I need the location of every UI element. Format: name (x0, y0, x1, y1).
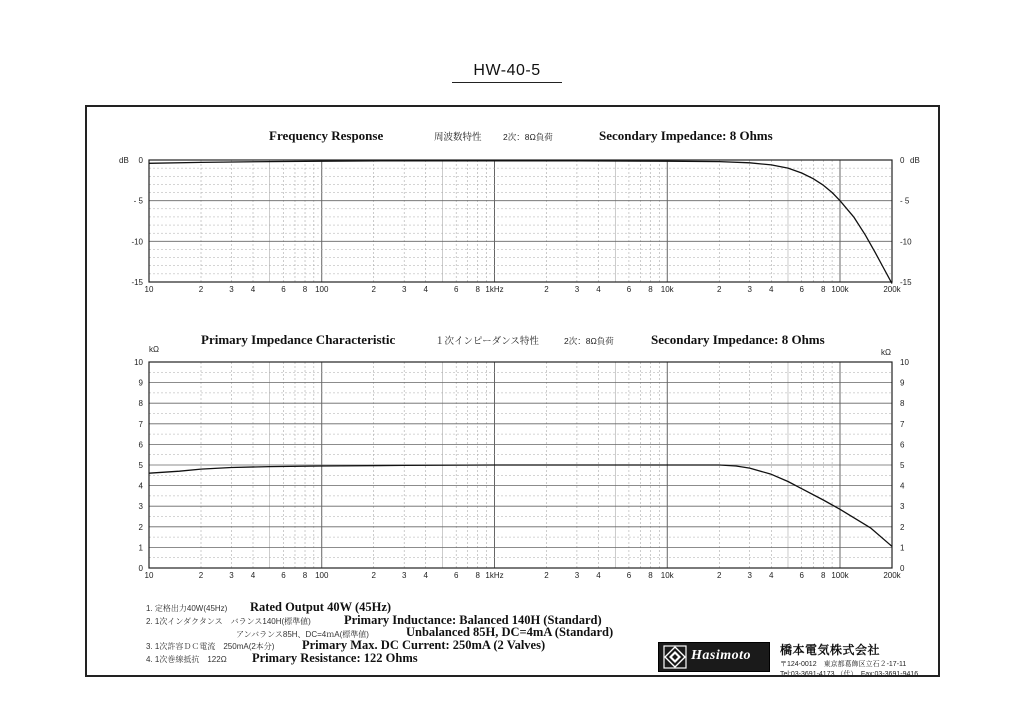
company-name: 橋本電気株式会社 (780, 643, 881, 657)
y-tick-label-right: 1 (900, 543, 905, 553)
chart-subtitle: Secondary Impedance: 8 Ohms (651, 332, 825, 347)
y-tick-label-left: 7 (138, 419, 143, 429)
chart-1 (119, 128, 920, 294)
y-tick-label-left: 0 (138, 564, 143, 573)
x-tick-label: 6 (626, 285, 632, 294)
x-tick-label: 3 (229, 285, 234, 294)
y-tick-label-right: 3 (900, 502, 905, 512)
chart-title-jp: 周波数特性 (434, 132, 482, 143)
y-tick-label-left: 6 (138, 440, 143, 450)
y-tick-label-left: -15 (131, 278, 143, 287)
x-tick-label: 6 (281, 285, 286, 294)
company-address: 〒124-0012 東京都葛飾区立石２-17-11 (780, 661, 907, 668)
x-tick-label: 8 (821, 285, 826, 294)
chart-condition-jp: 2次：8Ω負荷 (503, 132, 553, 142)
x-tick-label: 4 (769, 285, 774, 294)
x-tick-label: 4 (769, 571, 774, 580)
chart-title: Frequency Response (269, 128, 384, 143)
x-tick-label: 2 (198, 285, 204, 294)
x-tick-label: 6 (453, 285, 459, 294)
logo-wordmark: Hasimoto (691, 648, 752, 663)
note-2b-jp: アンバランス85H、DC=4ｍA(標準値) (236, 630, 369, 639)
chart-condition-jp: 2次：8Ω負荷 (564, 336, 614, 346)
chart-title-jp: １次インピーダンス特性 (435, 336, 539, 347)
x-tick-label: 100k (831, 285, 849, 294)
note-2-en: Primary Inductance: Balanced 140H (Standard) (344, 613, 602, 627)
note-4-jp: 4. 1次巻線抵抗 122Ω (146, 655, 227, 664)
y-unit-right: kΩ (881, 348, 891, 357)
y-tick-label-left: 10 (134, 358, 143, 367)
note-3-jp: 3. 1次許容ＤＣ電流 250mA(2本分) (146, 642, 275, 651)
y-tick-label-left: -10 (131, 237, 143, 247)
company-tel: Tel:03-3691-4173 （代） Fax:03-3691-9416 (780, 671, 919, 678)
chart-2 (134, 332, 909, 580)
x-tick-label: 4 (423, 571, 428, 580)
x-tick-label: 2 (544, 285, 549, 294)
document-title: HW-40-5 (452, 62, 562, 83)
x-tick-label: 200k (883, 285, 901, 294)
x-tick-label: 2 (717, 285, 722, 294)
y-tick-label-left: 5 (138, 461, 143, 470)
x-tick-label: 3 (574, 285, 580, 294)
x-tick-label: 2 (717, 571, 722, 580)
series-line-response (149, 161, 892, 284)
y-tick-label-right: 10 (900, 358, 909, 367)
y-tick-label-right: 5 (900, 461, 905, 470)
x-tick-label: 10k (660, 571, 674, 580)
x-tick-label: 4 (596, 285, 601, 294)
x-tick-label: 6 (281, 571, 286, 580)
x-tick-label: 4 (250, 571, 256, 580)
x-tick-label: 8 (475, 285, 480, 294)
x-tick-label: 8 (821, 571, 826, 580)
x-tick-label: 8 (302, 285, 308, 294)
y-tick-label-right: 8 (900, 399, 905, 409)
company-info (780, 641, 918, 679)
x-tick-label: 10 (144, 285, 154, 294)
note-1-jp: 1. 定格出力40W(45Hz) (146, 604, 228, 613)
x-tick-label: 6 (626, 571, 632, 580)
x-tick-label: 4 (423, 285, 428, 294)
x-tick-label: 1kHz (485, 285, 504, 294)
x-tick-label: 2 (371, 285, 376, 294)
plot-border (149, 160, 892, 282)
y-tick-label-right: 9 (900, 378, 905, 388)
y-tick-label-right: 7 (900, 419, 905, 429)
x-tick-label: 6 (799, 285, 804, 294)
y-unit-left: dB (119, 156, 129, 165)
x-tick-label: 8 (475, 571, 480, 580)
y-unit-right: dB (910, 156, 920, 165)
x-tick-label: 3 (747, 571, 752, 580)
x-tick-label: 3 (747, 285, 752, 294)
x-tick-label: 3 (401, 285, 407, 294)
chart-title: Primary Impedance Characteristic (201, 332, 396, 347)
y-tick-label-right: -15 (900, 278, 912, 287)
note-3-en: Primary Max. DC Current: 250mA (2 Valves) (302, 638, 546, 652)
y-tick-label-right: -10 (900, 237, 912, 247)
y-unit-left: kΩ (149, 345, 159, 354)
y-tick-label-right: 2 (900, 522, 905, 532)
x-tick-label: 4 (250, 285, 256, 294)
x-tick-label: 8 (302, 571, 308, 580)
x-tick-label: 2 (544, 571, 549, 580)
y-tick-label-right: - 5 (900, 196, 910, 206)
x-tick-label: 2 (198, 571, 204, 580)
y-tick-label-left: 9 (138, 378, 143, 388)
chart-subtitle: Secondary Impedance: 8 Ohms (599, 128, 773, 143)
x-tick-label: 200k (883, 571, 901, 580)
x-tick-label: 2 (371, 571, 376, 580)
x-tick-label: 3 (229, 571, 234, 580)
y-tick-label-left: 8 (138, 399, 143, 409)
y-tick-label-left: 3 (138, 502, 143, 512)
y-tick-label-right: 6 (900, 440, 905, 450)
x-tick-label: 6 (799, 571, 804, 580)
company-logo (658, 642, 770, 672)
x-tick-label: 3 (401, 571, 407, 580)
x-tick-label: 3 (574, 571, 580, 580)
x-tick-label: 100 (315, 571, 329, 580)
y-tick-label-right: 4 (900, 481, 905, 491)
x-tick-label: 8 (648, 285, 653, 294)
x-tick-label: 10 (144, 571, 154, 580)
note-2-jp: 2. 1次インダクタンス バランス140H(標準値) (146, 617, 311, 626)
y-tick-label-left: 4 (138, 481, 143, 491)
x-tick-label: 1kHz (485, 571, 504, 580)
note-2b-en: Unbalanced 85H, DC=4mA (Standard) (406, 625, 614, 639)
x-tick-label: 10k (660, 285, 674, 294)
y-tick-label-left: 0 (138, 156, 143, 165)
note-1-en: Rated Output 40W (45Hz) (250, 600, 392, 614)
x-tick-label: 8 (648, 571, 653, 580)
spec-notes (146, 600, 666, 670)
y-tick-label-left: 2 (138, 522, 143, 532)
x-tick-label: 100k (831, 571, 849, 580)
y-tick-label-left: - 5 (133, 196, 143, 206)
y-tick-label-right: 0 (900, 156, 905, 165)
x-tick-label: 6 (453, 571, 459, 580)
x-tick-label: 4 (596, 571, 601, 580)
logo-diamond-icon (663, 645, 687, 669)
y-tick-label-left: 1 (138, 543, 143, 553)
y-tick-label-right: 0 (900, 564, 905, 573)
note-4-en: Primary Resistance: 122 Ohms (252, 651, 418, 665)
x-tick-label: 100 (315, 285, 329, 294)
series-line-impedance (149, 465, 892, 546)
